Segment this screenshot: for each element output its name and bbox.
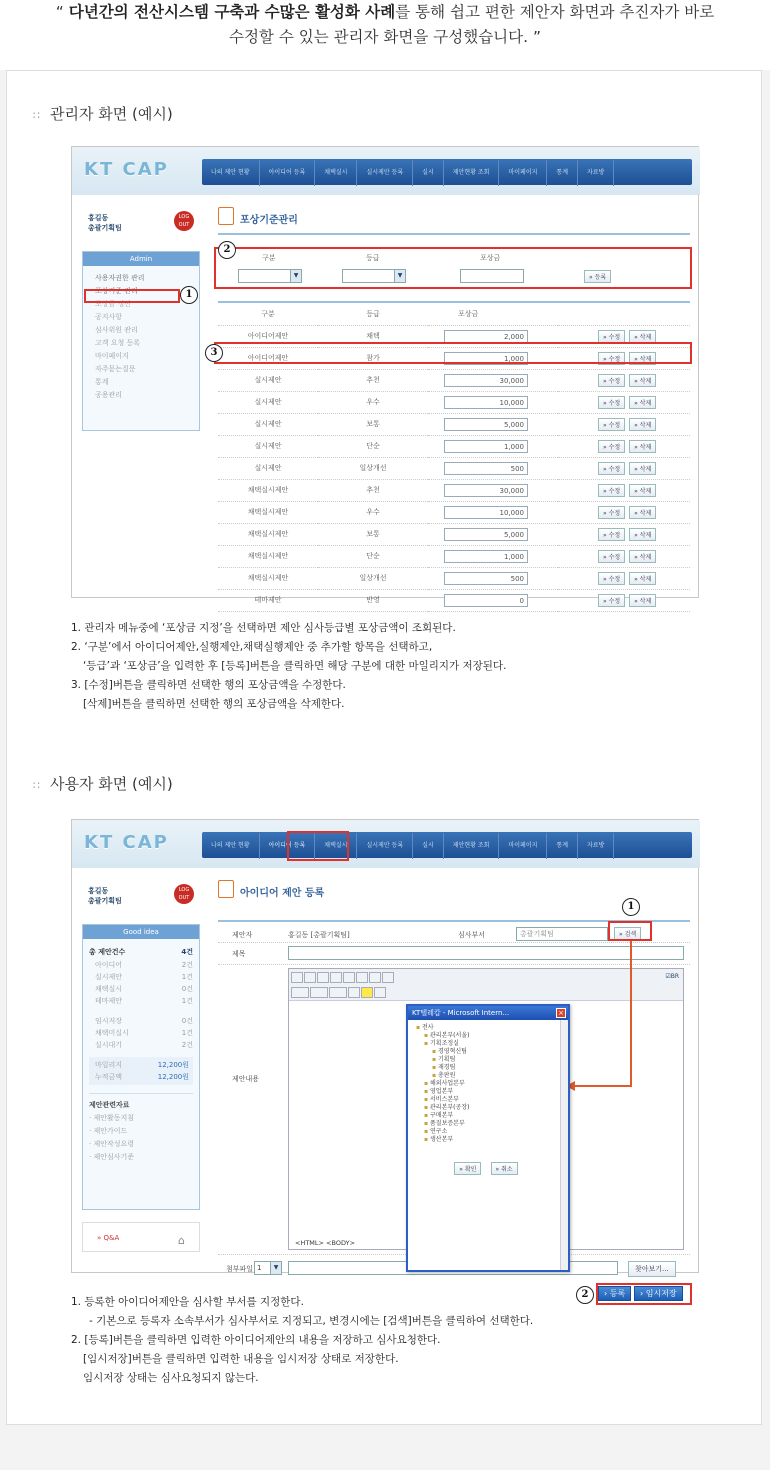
folder-icon: ▪ bbox=[432, 1072, 437, 1079]
close-icon[interactable]: × bbox=[556, 1008, 566, 1018]
table-row: 채택실시제안 일상개선 500 » 수정 » 삭제 bbox=[218, 567, 690, 589]
sidebar-head: Good idea bbox=[83, 925, 199, 939]
main-menu: 나의 제안 현황 아이디어 등록 채택실시 실시제안 등록 실시 제안현황 조회 마이페이지 통계 자료방 bbox=[202, 159, 692, 185]
folder-icon: ▪ bbox=[424, 1080, 429, 1087]
table-row: 채택실시제안 단순 1,000 » 수정 » 삭제 bbox=[218, 545, 690, 567]
money-row: 마일리지 12,200원 bbox=[95, 1061, 189, 1069]
tree-node[interactable]: ▪ 품질보증본부 bbox=[424, 1120, 465, 1127]
page-title: 아이디어 제안 등록 bbox=[240, 888, 325, 899]
highlight-row bbox=[214, 342, 692, 364]
delete-button[interactable]: » 삭제 bbox=[629, 506, 656, 519]
delete-button[interactable]: » 삭제 bbox=[629, 462, 656, 475]
table-header-row: 구분 등급 포상금 bbox=[218, 303, 690, 325]
tree-node[interactable]: ▪ 전사 bbox=[416, 1024, 434, 1031]
tree-node[interactable]: ▪ 영업본부 bbox=[424, 1088, 454, 1095]
chevron-down-icon: ▼ bbox=[270, 1262, 281, 1274]
edit-button[interactable]: » 수정 bbox=[598, 594, 625, 607]
stat-row[interactable]: 채택미실시 1건 bbox=[95, 1029, 193, 1037]
total-count: 총 제안건수 4건 bbox=[89, 948, 193, 956]
delete-button[interactable]: » 삭제 bbox=[629, 330, 656, 343]
admin-heading: ∷ 관리자 화면 (예시) bbox=[33, 105, 173, 123]
folder-icon: ▪ bbox=[424, 1112, 429, 1119]
admin-sidebar bbox=[82, 251, 200, 431]
logout-button[interactable]: LOG OUT bbox=[174, 884, 194, 904]
delete-button[interactable]: » 삭제 bbox=[629, 352, 656, 365]
sidebar-item[interactable]: 포상기준 관리 bbox=[95, 287, 138, 295]
home-icon: ⌂ bbox=[178, 1234, 185, 1247]
callout-3: 3 bbox=[205, 344, 223, 362]
intro-bold: 다년간의 전산시스템 구축과 수많은 활성화 사례 bbox=[68, 3, 396, 21]
sidebar-item[interactable]: 포상금 정산 bbox=[95, 300, 132, 308]
user-sidebar: Good idea 총 제안건수 4건 아이디어 2건 실시제안 1건 채택실시 0건 테마제안 1건 임시저장 0건 채택미실시 1건 실시대기 2건 마일리지 12,200원 누적금액 12,200원 제안관련자료 · 제안활동지침 · 제안가이드 · 제안작성요령 · 제안심사기준 bbox=[82, 924, 200, 1210]
page-title: 포상기준관리 bbox=[240, 215, 298, 226]
amount-field[interactable]: 1,000 bbox=[444, 550, 528, 563]
stat-row[interactable]: 임시저장 0건 bbox=[95, 1017, 193, 1025]
folder-icon: ▪ bbox=[416, 1024, 421, 1031]
delete-button[interactable]: » 삭제 bbox=[629, 550, 656, 563]
register-form: 제안자 홍길동 [총괄기획팀] 심사부서 총괄기획팀 » 검색 제목 제안내용 <HTML> <BODY> ☑BR 첨부파일 1 ▼ 찾아보기... › 등록 › 임시저장 bbox=[218, 922, 690, 1302]
tree-node[interactable]: ▪ 총판원 bbox=[432, 1072, 456, 1079]
amount-field[interactable]: 10,000 bbox=[444, 506, 528, 519]
folder-icon: ▪ bbox=[424, 1032, 429, 1039]
user-heading: ∷ 사용자 화면 (예시) bbox=[33, 775, 173, 793]
qa-box[interactable]: » Q&A ⌂ bbox=[82, 1222, 200, 1252]
amount-field[interactable]: 2,000 bbox=[444, 330, 528, 343]
search-button[interactable]: » 검색 bbox=[614, 927, 641, 940]
tree-node[interactable]: ▪ 기획팀 bbox=[432, 1056, 456, 1063]
amount-field[interactable]: 500 bbox=[444, 462, 528, 475]
amount-field[interactable]: 0 bbox=[444, 594, 528, 607]
stat-row[interactable]: 아이디어 2건 bbox=[95, 961, 193, 969]
amount-input[interactable] bbox=[460, 269, 524, 283]
amount-field[interactable]: 5,000 bbox=[444, 528, 528, 541]
logo: KT CAP bbox=[84, 159, 169, 180]
popup-ok-button[interactable]: » 확인 bbox=[454, 1162, 481, 1175]
scrollbar[interactable] bbox=[560, 1020, 568, 1270]
table-row: 실시제안 보통 5,000 » 수정 » 삭제 bbox=[218, 413, 690, 435]
intro-line2: 수정할 수 있는 관리자 화면을 구성했습니다. bbox=[228, 28, 529, 46]
highlight-menu-item bbox=[84, 289, 180, 303]
edit-button[interactable]: » 수정 bbox=[598, 572, 625, 585]
edit-button[interactable]: » 수정 bbox=[598, 330, 625, 343]
table-row: 아이디어제안 채택 2,000 » 수정 » 삭제 bbox=[218, 325, 690, 347]
user-screenshot bbox=[71, 819, 699, 1300]
table-row: 채택실시제안 추천 30,000 » 수정 » 삭제 bbox=[218, 479, 690, 501]
sidebar-item[interactable]: 심사위원 관리 bbox=[95, 326, 138, 334]
temp-save-button[interactable]: › 임시저장 bbox=[634, 1286, 683, 1301]
ref-title: 제안관련자료 bbox=[89, 1093, 193, 1112]
edit-button[interactable]: » 수정 bbox=[598, 396, 625, 409]
callout-1: 1 bbox=[180, 286, 198, 304]
table-row: 아이디어제안 참가 1,000 » 수정 » 삭제 bbox=[218, 347, 690, 369]
bullet-icon: ∷ bbox=[33, 109, 40, 122]
highlight-buttons bbox=[596, 1283, 692, 1305]
money-row: 누적금액 12,200원 bbox=[95, 1073, 189, 1081]
admin-notes: 1. 관리자 메뉴중에 ‘포상금 지정’을 선택하면 제안 심사등급별 포상금액이 조회된다. 2. ‘구분’에서 아이디어제안,실행제안,채택실행제안 중 추가할 항목을 선택하고, ‘등급’과 ‘포상금’을 입력한 후 [등록]버튼을 클릭하면 해당 구분에 대한 마일리지가 저장된다. 3. [수정]버튼을 클릭하면 선택한 행의 포상금액을 수정한다. [삭제]버튼을 클릭하면 선택한 행의 포상금액을 삭제한다. bbox=[71, 622, 507, 710]
folder-icon: ▪ bbox=[424, 1128, 429, 1135]
editor-status: <HTML> <BODY> bbox=[295, 1239, 356, 1247]
tree-node[interactable]: ▪ 해외사업본부 bbox=[424, 1080, 465, 1087]
callout-1: 1 bbox=[622, 898, 640, 916]
amount-field[interactable]: 1,000 bbox=[444, 440, 528, 453]
folder-icon: ▪ bbox=[424, 1136, 429, 1143]
user-box: 홍길동 총괄기획팀 LOG OUT bbox=[82, 880, 200, 916]
type-select[interactable] bbox=[238, 269, 302, 283]
sidebar-item[interactable]: 공지사항 bbox=[95, 313, 123, 321]
sidebar-item[interactable]: 통계 bbox=[95, 378, 109, 386]
popup-cancel-button[interactable]: » 취소 bbox=[491, 1162, 518, 1175]
admin-screenshot: KT CAP 나의 제안 현황 아이디어 등록 채택실시 실시제안 등록 실시 제안현황 조회 마이페이지 통계 자료방 홍길동 총괄기획팀 LOG OUT Admin 사용자권한 관리 포상기준 관리 포상금 정산 공지사항 심사위원 관리 고객 요청 등록 마이페이지 자주묻는질문 통계 공용관리 1 포상기준관리 2 구분 등급 포상금 ▼ ▼ » 등록 구분 등급 포상금 아이디어제안 채택 2,000 » 수정 » 삭제 아이디어제안 참가 1,000 » 수정 » 삭제 실시제안 추천 30,000 » 수정 » 삭제 실시제안 우수 10,000 » 수정 » 삭제 실시제안 보통 5,000 » 수정 » 삭제 실시제안 단순 1,000 » 수정 » 삭제 실시제안 일상개선 500 » 수정 » 삭제 채택실시제안 추천 30,000 » 수정 » 삭제 채택실시제안 우수 10,000 » 수정 » 삭제 채택실시제안 보통 5,000 » 수정 » 삭제 채택실시제안 단순 1,000 » 수정 » 삭제 채택실시제안 일상개선 500 » 수정 » 삭제 테마제안 반영 0 » 수정 » 삭제 3 bbox=[71, 146, 699, 598]
delete-button[interactable]: » 삭제 bbox=[629, 594, 656, 607]
delete-button[interactable]: » 삭제 bbox=[629, 572, 656, 585]
edit-button[interactable]: » 수정 bbox=[598, 440, 625, 453]
bullet-icon: ∷ bbox=[33, 779, 40, 792]
table-row: 실시제안 우수 10,000 » 수정 » 삭제 bbox=[218, 391, 690, 413]
sidebar-item[interactable]: 자주묻는질문 bbox=[95, 365, 136, 373]
delete-button[interactable]: » 삭제 bbox=[629, 418, 656, 431]
amount-field[interactable]: 5,000 bbox=[444, 418, 528, 431]
memo-icon bbox=[218, 880, 234, 898]
sidebar-item[interactable]: 고객 요청 등록 bbox=[95, 339, 141, 347]
chevron-down-icon: ▼ bbox=[394, 270, 405, 282]
logo: KT CAP bbox=[84, 832, 169, 853]
delete-button[interactable]: » 삭제 bbox=[629, 440, 656, 453]
folder-icon: ▪ bbox=[432, 1056, 437, 1063]
user-box: 홍길동 총괄기획팀 LOG OUT bbox=[82, 207, 200, 243]
edit-button[interactable]: » 수정 bbox=[598, 506, 625, 519]
edit-button[interactable]: » 수정 bbox=[598, 418, 625, 431]
amount-field[interactable]: 1,000 bbox=[444, 352, 528, 365]
arrow-line-h bbox=[574, 1085, 632, 1087]
user-notes: 1. 등록한 아이디어제안을 심사할 부서를 지정한다. - 기본으로 등록자 소속부서가 심사부서로 지정되고, 변경시에는 [검색]버튼을 클릭하여 선택한다. 2. [등록]버튼을 클릭하면 입력한 아이디어제안의 내용을 저장하고 심사요청한다. [임시저장]버튼을 클릭하면 입력한 내용을 임시저장 상태로 저장한다. 임시저장 상태는 심사요청되지 않는다. bbox=[71, 1296, 534, 1384]
dept-popup bbox=[406, 1004, 570, 1272]
tree-node[interactable]: ▪ 생산본부 bbox=[424, 1136, 454, 1143]
edit-button[interactable]: » 수정 bbox=[598, 374, 625, 387]
chevron-down-icon: ▼ bbox=[290, 270, 301, 282]
delete-button[interactable]: » 삭제 bbox=[629, 374, 656, 387]
grade-select[interactable] bbox=[342, 269, 406, 283]
sidebar-item[interactable]: 사용자권한 관리 bbox=[95, 274, 145, 282]
amount-field[interactable]: 30,000 bbox=[444, 484, 528, 497]
edit-button[interactable]: » 수정 bbox=[598, 462, 625, 475]
folder-icon: ▪ bbox=[432, 1048, 437, 1055]
folder-icon: ▪ bbox=[432, 1064, 437, 1071]
highlight-menu bbox=[287, 831, 349, 861]
tree-node[interactable]: ▪ 관리본부(공장) bbox=[424, 1104, 470, 1111]
edit-button[interactable]: » 수정 bbox=[598, 550, 625, 563]
table-row: 채택실시제안 보통 5,000 » 수정 » 삭제 bbox=[218, 523, 690, 545]
table-row: 실시제안 추천 30,000 » 수정 » 삭제 bbox=[218, 369, 690, 391]
br-checkbox[interactable]: ☑BR bbox=[665, 973, 679, 980]
table-row: 실시제안 일상개선 500 » 수정 » 삭제 bbox=[218, 457, 690, 479]
amount-field[interactable]: 500 bbox=[444, 572, 528, 585]
tree-node[interactable]: ▪ 기획조정실 bbox=[424, 1040, 459, 1047]
browse-button[interactable]: 찾아보기... bbox=[628, 1261, 676, 1277]
sidebar-head: Admin bbox=[83, 252, 199, 266]
folder-icon: ▪ bbox=[424, 1088, 429, 1095]
intro-line1: 를 통해 쉽고 편한 제안자 화면과 추진자가 바로 bbox=[395, 3, 715, 21]
title-rule bbox=[218, 233, 690, 235]
callout-2: 2 bbox=[576, 1286, 594, 1304]
register-button[interactable]: › 등록 bbox=[598, 1286, 631, 1301]
table-row: 테마제안 반영 0 » 수정 » 삭제 bbox=[218, 589, 690, 611]
title-input[interactable] bbox=[288, 946, 684, 960]
sidebar-item[interactable]: 마이페이지 bbox=[95, 352, 129, 360]
register-button[interactable]: » 등록 bbox=[584, 270, 611, 283]
edit-button[interactable]: » 수정 bbox=[598, 352, 625, 365]
folder-icon: ▪ bbox=[424, 1104, 429, 1111]
amount-field[interactable]: 10,000 bbox=[444, 396, 528, 409]
edit-button[interactable]: » 수정 bbox=[598, 528, 625, 541]
highlight-search bbox=[608, 921, 652, 941]
arrow-line bbox=[630, 941, 632, 1086]
main-menu: 나의 제안 현황 아이디어 등록 채택실시 실시제안 등록 실시 제안현황 조회 마이페이지 통계 자료방 bbox=[202, 832, 692, 858]
stat-row[interactable]: 테마제안 1건 bbox=[95, 997, 193, 1005]
stat-row[interactable]: 실시대기 2건 bbox=[95, 1041, 193, 1049]
menu-idea-register[interactable]: 아이디어 등록 bbox=[260, 833, 316, 859]
dept-input[interactable]: 총괄기획팀 bbox=[516, 927, 608, 941]
stat-row[interactable]: 채택실시 0건 bbox=[95, 985, 193, 993]
folder-icon: ▪ bbox=[424, 1120, 429, 1127]
logout-button[interactable]: LOG OUT bbox=[174, 211, 194, 231]
tree-node[interactable]: ▪ 서비스본부 bbox=[424, 1096, 459, 1103]
editor-toolbar bbox=[289, 969, 683, 1001]
tree-node[interactable]: ▪ 연구소 bbox=[424, 1128, 448, 1135]
callout-2: 2 bbox=[218, 241, 236, 259]
tree-node[interactable]: ▪ 관리본부(서울) bbox=[424, 1032, 470, 1039]
folder-icon: ▪ bbox=[424, 1040, 429, 1047]
tree-node[interactable]: ▪ 경영혁신팀 bbox=[432, 1048, 467, 1055]
table-row: 실시제안 단순 1,000 » 수정 » 삭제 bbox=[218, 435, 690, 457]
quote-open: “ bbox=[55, 3, 64, 21]
edit-button[interactable]: » 수정 bbox=[598, 484, 625, 497]
stat-row[interactable]: 실시제안 1건 bbox=[95, 973, 193, 981]
proposer-value: 홍길동 [총괄기획팀] bbox=[288, 931, 350, 939]
attach-count-select[interactable]: 1 ▼ bbox=[254, 1261, 282, 1275]
sidebar-item[interactable]: 공용관리 bbox=[95, 391, 123, 399]
memo-icon bbox=[218, 207, 234, 225]
tree-node[interactable]: ▪ 구매본부 bbox=[424, 1112, 454, 1119]
intro-text bbox=[0, 0, 770, 70]
tree-node[interactable]: ▪ 재경팀 bbox=[432, 1064, 456, 1071]
popup-titlebar: KT텔레캅 - Microsoft Intern... × bbox=[408, 1006, 568, 1020]
table-row: 채택실시제안 우수 10,000 » 수정 » 삭제 bbox=[218, 501, 690, 523]
delete-button[interactable]: » 삭제 bbox=[629, 484, 656, 497]
quote-close: ” bbox=[532, 28, 542, 46]
content-panel bbox=[6, 70, 762, 1425]
amount-field[interactable]: 30,000 bbox=[444, 374, 528, 387]
delete-button[interactable]: » 삭제 bbox=[629, 528, 656, 541]
delete-button[interactable]: » 삭제 bbox=[629, 396, 656, 409]
folder-icon: ▪ bbox=[424, 1096, 429, 1103]
